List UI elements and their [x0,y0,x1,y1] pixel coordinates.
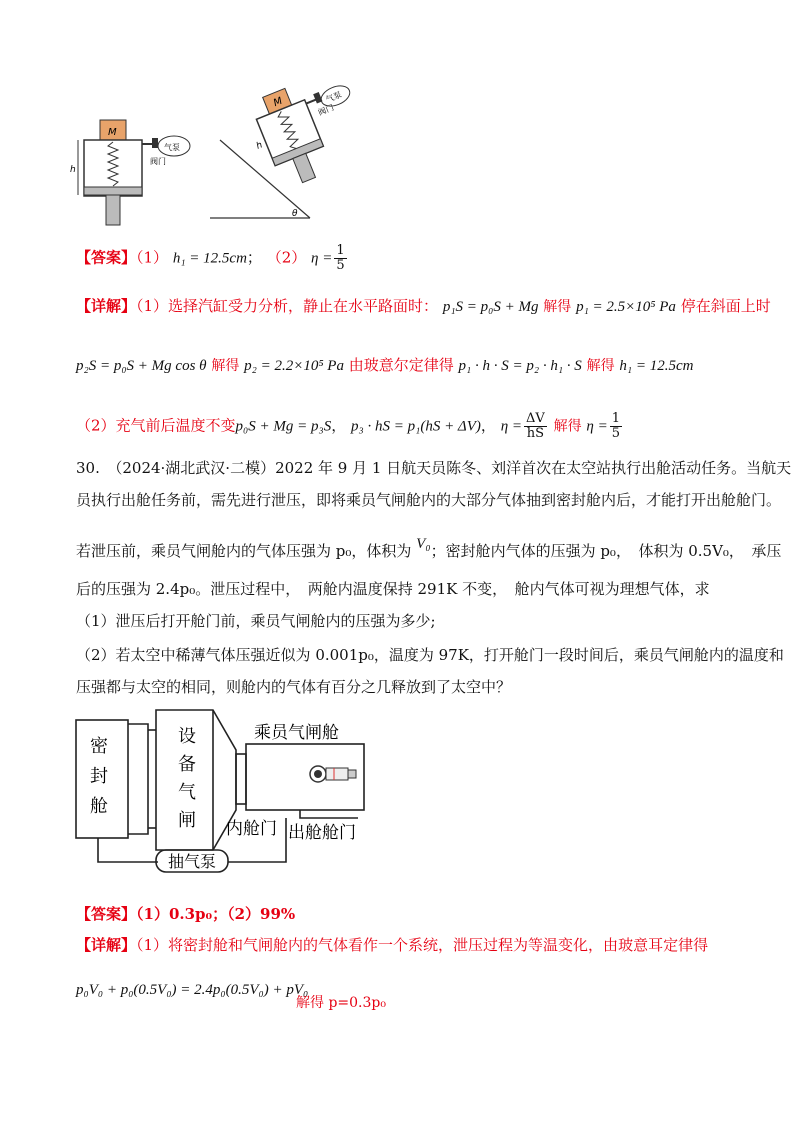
frac-num-dv: ΔV [526,411,545,426]
answer-sep: ； [246,248,262,267]
detail-3-eq2: p₃ · hS = p₁(hS + ΔV) [351,418,481,435]
equip-char-1: 设 [178,726,196,747]
detail-2-line-2 [76,978,308,1001]
exit-door-label: 出舱舱门 [288,823,356,843]
detail-2-res2: h₁ = 12.5cm [619,358,694,374]
detail-2-res: p₂ = 2.2×10⁵ Pa [244,358,344,374]
mass-label-2: M [271,95,285,110]
detail-2-eq2: p₁ · h · S = p₂ · h₁ · S [458,358,582,374]
q30-line-6: （2）若太空中稀薄气体压强近似为 0.001p₀，温度为 97K，打开舱门一段时间后，乘员气闸舱内的温度和 [76,646,784,664]
mass-label: M [108,127,117,138]
answer-part2-lhs: η = [311,250,333,267]
sealed-char-2: 封 [90,766,108,787]
answer-part1-expr: h₁ = 12.5cm [172,250,247,267]
equip-char-2: 备 [178,754,196,775]
detail2-res: 解得 p=0.3p₀ [296,995,386,1011]
spring [108,142,118,186]
piston [84,187,142,195]
detail-1-res: p₁ = 2.5×10⁵ Pa [576,299,676,315]
detail2-tag: 【详解】 [76,936,137,954]
answer-part1-num: （1） [136,248,169,267]
cylinder-figure [70,90,343,230]
answer-part2-num: （2） [266,248,307,267]
detail-3-res-frac [610,412,622,441]
q30-line-3b: ；密封舱内气体的压强为 p₀， 体积为 0.5V₀， 承压 [430,542,782,560]
frac-den-5: 5 [611,426,620,441]
astronaut-icon [310,766,356,782]
valve-icon [152,138,158,148]
frac-den: 5 [336,258,345,273]
crew-cabin-label: 乘员气闸舱 [254,723,339,743]
pump-label-fig2: 抽气泵 [168,852,217,871]
inclined-cylinder [210,66,375,219]
detail-1-eq: p₁S = p₀S + Mg [442,299,539,315]
answer2-text: （1）0.3p₀；（2）99% [136,905,296,923]
detail2-eq: p₀V₀ + p₀(0.5V₀) = 2.4p₀(0.5V₀) + pV₀ [76,982,309,998]
answer-tag: 【答案】 [76,248,137,267]
answer-2 [76,903,295,925]
comma-1: ， [331,416,347,435]
pump-label: 气泵 [164,143,180,152]
pump-label-2: 气泵 [324,90,343,105]
detail-2-mid: 由玻意尔定律得 [348,356,454,374]
valve-label: 阀门 [150,157,166,166]
horizontal-cylinder [70,120,190,225]
jiede-4: 解得 [553,418,582,435]
q30-line-3 [76,536,782,563]
detail2-text: （1）将密封舱和气闸舱内的气体看作一个系统，泄压过程为等温变化，由玻意耳定律得 [136,936,709,954]
q30-v0: V₀ [416,536,431,552]
q30-line-4: 后的压强为 2.4p₀。泄压过程中， 两舱内温度保持 291K 不变， 舱内气体可视为理想气体，求 [76,580,710,598]
detail-3-text: （2）充气前后温度不变 [76,416,236,435]
detail-1-line-1 [76,295,771,318]
detail-2-line-1 [76,934,708,956]
detail-2-eq: p₂S = p₀S + Mg cos θ [76,358,207,374]
frac-num-1: 1 [611,411,620,426]
q30-line-3a: 若泄压前，乘员气闸舱内的气体压强为 p₀，体积为 [76,542,412,560]
jiede-3: 解得 [586,358,615,374]
jiede-2: 解得 [211,358,240,374]
sealed-char-1: 密 [90,736,108,757]
q30-line-5: （1）泄压后打开舱门前，乘员气闸舱内的压强为多少; [76,612,436,630]
height-label: h [70,165,76,175]
detail-3-eq1: p₀S + Mg = p₃S [235,418,332,435]
q30-line-1: 30. （2024·湖北武汉·二模）2022 年 9 月 1 日航天员陈冬、刘洋首次在太空站执行出舱活动任务。当航天 [76,459,792,477]
detail-1-line-3 [76,412,624,441]
frac-den-hs: hS [526,426,545,441]
equipment-airlock-box [156,710,236,850]
detail-1-tail: 停在斜面上时 [680,297,771,315]
q30-line-2: 员执行出舱任务前，需先进行泄压，即将乘员气闸舱内的大部分气体抽到密封舱内后，才能打开出舱舱门。 [76,491,782,509]
detail-3-frac [524,412,547,441]
comma-2: ， [480,416,496,435]
sealed-char-3: 舱 [90,796,108,817]
detail-1-line-2 [76,354,693,377]
detail-3-res-lhs: η = [586,418,608,435]
jiede-1: 解得 [543,299,572,315]
q30-line-7: 压强都与太空的相同，则舱内的气体有百分之几释放到了太空中？ [76,678,512,696]
answer-1 [76,244,349,273]
height-label-2: h [255,140,265,152]
valve-label-2: 阀门 [316,102,336,118]
answer2-tag: 【答案】 [76,905,137,923]
detail-1-text: （1）选择汽缸受力分析，静止在水平路面时： [136,297,439,315]
equip-char-4: 闸 [178,810,196,831]
frac-num: 1 [336,243,345,258]
piston-rod [106,195,120,225]
detail-3-eta: η = [500,418,523,435]
angle-label: θ [292,209,298,219]
inner-door [236,754,246,804]
equip-char-3: 气 [178,782,196,803]
answer-part2-frac [334,244,346,273]
detail-tag: 【详解】 [76,297,137,315]
station-diagram [68,700,388,885]
inner-door-label: 内舱门 [226,819,277,839]
